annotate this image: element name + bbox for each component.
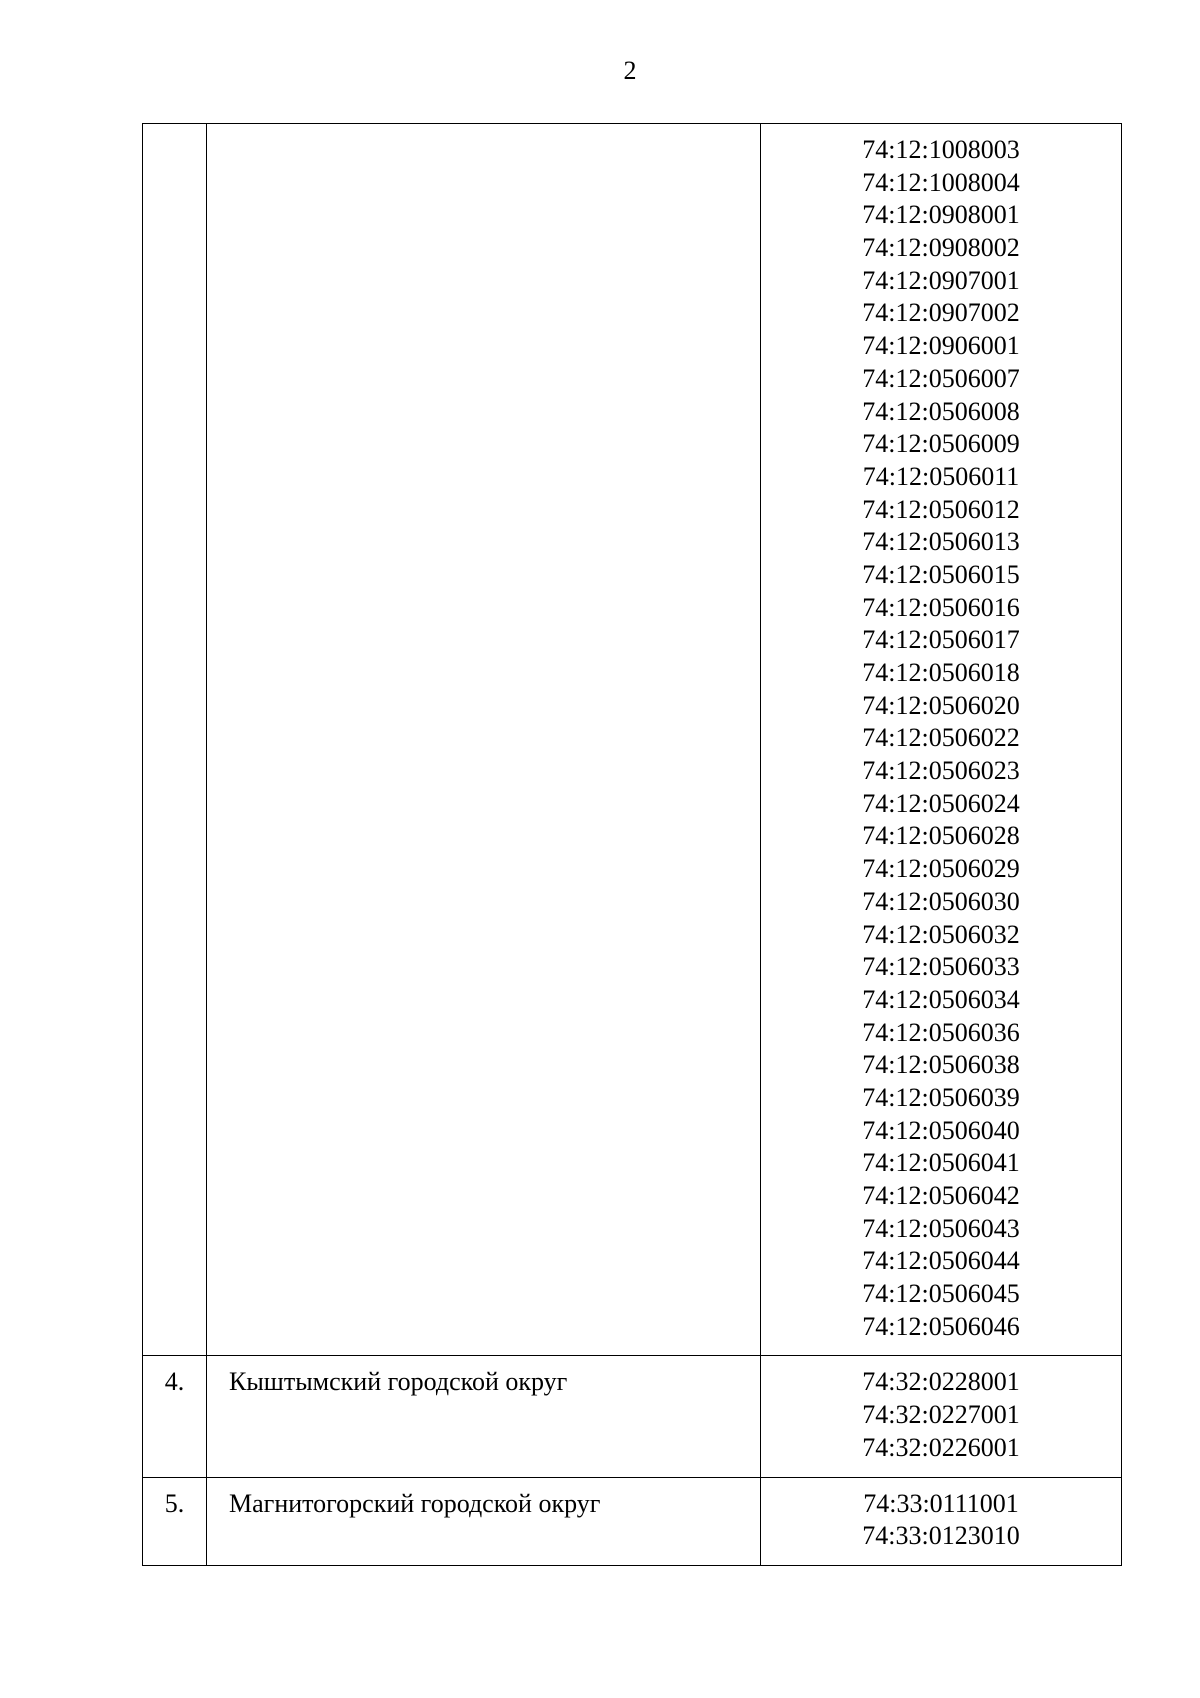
cadastral-code: 74:12:0506040 [862,1115,1020,1145]
cadastral-code: 74:12:0506028 [862,821,1020,851]
cadastral-code: 74:12:0908002 [862,233,1020,263]
cadastral-code: 74:12:0506033 [862,952,1020,982]
cadastral-code: 74:12:0506024 [862,788,1020,818]
cadastral-code: 74:12:0506029 [862,854,1020,884]
cadastral-code: 74:33:0123010 [862,1521,1020,1551]
cadastral-code: 74:12:0506015 [862,559,1020,589]
cadastral-codes-cell [761,124,1122,1356]
cadastral-code: 74:12:0907001 [862,265,1020,295]
cadastral-code: 74:12:0506043 [862,1213,1020,1243]
cadastral-code: 74:12:1008004 [862,167,1020,197]
cadastral-code: 74:12:0506039 [862,1082,1020,1112]
cadastral-code: 74:12:0506011 [862,461,1020,491]
cadastral-code: 74:12:0506020 [862,690,1020,720]
page-number: 2 [623,56,637,85]
cadastral-code: 74:12:1008003 [862,135,1020,164]
municipality-name-cell [207,1356,761,1477]
cadastral-code: 74:12:0506045 [862,1279,1020,1309]
municipality-name-cell [207,124,761,1356]
cadastral-code: 74:12:0506034 [862,984,1020,1014]
cadastral-code: 74:12:0506036 [862,1017,1020,1047]
cadastral-code: 74:12:0506041 [862,1148,1020,1178]
cadastral-code: 74:12:0506044 [862,1246,1020,1276]
row-number-cell [143,1477,207,1565]
municipality-name: Кыштымский городской округ [229,1367,568,1397]
row-number: 4. [164,1367,185,1397]
row-number: 5. [164,1488,185,1518]
cadastral-code: 74:12:0906001 [862,331,1020,361]
cadastral-code: 74:12:0506030 [862,886,1020,916]
cadastral-code: 74:12:0506046 [862,1311,1020,1341]
cadastral-code: 74:12:0506009 [862,429,1020,459]
cadastral-codes-cell [761,1477,1122,1565]
cadastral-table [142,123,1122,1566]
cadastral-code: 74:12:0506042 [862,1181,1020,1210]
cadastral-code: 74:12:0506008 [862,396,1020,426]
table-row [143,1477,1122,1565]
cadastral-code: 74:12:0506018 [862,658,1020,687]
cadastral-code: 74:32:0227001 [862,1400,1020,1430]
row-number-cell [143,124,207,1356]
cadastral-code: 74:32:0226001 [862,1432,1020,1462]
cadastral-code: 74:12:0506017 [862,625,1020,655]
cadastral-code: 74:12:0506023 [862,756,1020,786]
table-body [143,124,1122,1566]
cadastral-code: 74:12:0506022 [862,723,1020,753]
cadastral-codes-cell [761,1356,1122,1477]
municipality-name-cell [207,1477,761,1565]
table-row [143,1356,1122,1477]
municipality-name: Магнитогорский городской округ [229,1488,601,1518]
cadastral-code: 74:12:0506012 [862,494,1020,524]
cadastral-code: 74:12:0506016 [862,592,1020,622]
table-row [143,124,1122,1356]
cadastral-code: 74:12:0907002 [862,298,1020,328]
row-number-cell [143,1356,207,1477]
cadastral-code: 74:33:0111001 [863,1488,1019,1518]
cadastral-code: 74:12:0506007 [862,363,1020,393]
cadastral-code: 74:32:0228001 [862,1367,1020,1397]
cadastral-code: 74:12:0908001 [862,200,1020,230]
cadastral-code: 74:12:0506032 [862,919,1020,949]
cadastral-code: 74:12:0506013 [862,527,1020,557]
cadastral-code: 74:12:0506038 [862,1050,1020,1080]
